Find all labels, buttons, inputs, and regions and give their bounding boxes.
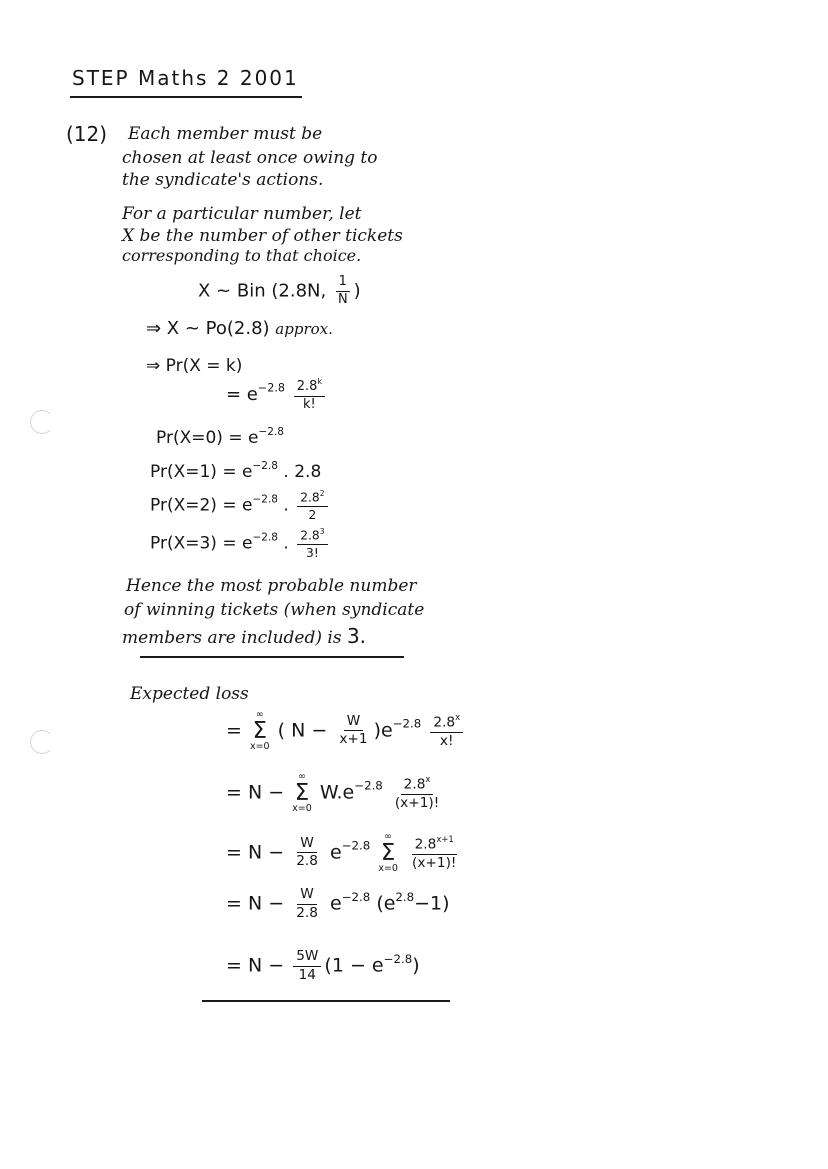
pmf-lhs: = e <box>226 383 258 405</box>
setup-line-1: For a particular number, let <box>122 204 362 224</box>
p1-exp: −2.8 <box>252 460 279 472</box>
expected-step-2 <box>226 772 445 814</box>
conclusion-answer: 3. <box>346 624 367 648</box>
p2-lhs: Pr(X=2) = e <box>150 495 253 516</box>
pmf-exp: −2.8 <box>257 381 285 395</box>
intro-line-3: the syndicate's actions. <box>122 170 324 190</box>
s3-e: e <box>329 841 342 864</box>
section-divider <box>140 656 404 658</box>
p0-lhs: Pr(X=0) = e <box>156 427 259 448</box>
sum-icon <box>378 832 398 874</box>
s4-paren-close: −1) <box>414 892 450 915</box>
s4-eq: = N − <box>226 892 285 915</box>
s3-eq: = N − <box>226 841 285 864</box>
s1-frac-den: x+1 <box>339 731 368 748</box>
s2-pnum-exp: x <box>425 774 431 785</box>
s5-frac-den: 14 <box>298 966 316 983</box>
s3-pnum <box>412 835 457 855</box>
p2-line <box>150 490 331 521</box>
binomial-arg1: 2.8N, <box>278 280 327 302</box>
s3-sum-bot: x=0 <box>378 863 398 875</box>
s5-frac-num: 5W <box>293 950 321 967</box>
s2-sum-symbol: Σ <box>294 779 310 806</box>
s2-sum-bot: x=0 <box>292 803 312 815</box>
title-underline <box>70 96 302 98</box>
s2-pden: (x+1)! <box>394 795 440 812</box>
setup-line-3: corresponding to that choice. <box>122 246 362 265</box>
expected-step-4 <box>226 888 450 920</box>
s1-close: ) <box>373 719 381 742</box>
sum-icon <box>292 772 312 814</box>
p3-num-exp: 3 <box>319 527 325 536</box>
s2-pfraction <box>392 775 442 811</box>
pmf-den: k! <box>303 396 316 412</box>
p3-num-base: 2.8 <box>300 528 320 543</box>
punch-hole-bottom <box>30 730 54 754</box>
p0-line <box>156 426 284 448</box>
binomial-line <box>198 276 361 307</box>
p2-num-exp: 2 <box>319 489 325 498</box>
pmf-line <box>226 378 328 412</box>
s1-frac-num: W <box>344 715 364 732</box>
s4-exp: −2.8 <box>341 889 371 904</box>
s1-e: e <box>381 719 393 742</box>
p1-lhs: Pr(X=1) = e <box>150 461 253 482</box>
p3-line <box>150 528 331 559</box>
conclusion-line-3 <box>122 624 366 648</box>
p2-den: 2 <box>308 507 317 522</box>
expected-step-5 <box>226 950 420 982</box>
s3-pden: (x+1)! <box>412 855 457 872</box>
p2-num-base: 2.8 <box>300 490 320 505</box>
s1-pnum-base: 2.8 <box>433 714 456 731</box>
s3-pnum-base: 2.8 <box>414 836 437 853</box>
conclusion-text: members are included) is <box>122 628 342 648</box>
pmf-fraction <box>294 378 325 412</box>
s3-pfraction <box>409 835 459 871</box>
s5-close: ) <box>412 954 420 977</box>
s4-frac-den: 2.8 <box>296 904 318 921</box>
s1-sum-top: ∞ <box>255 709 264 720</box>
p3-dot: . <box>283 533 289 554</box>
conclusion-line-1: Hence the most probable number <box>126 576 417 596</box>
expected-heading: Expected loss <box>130 684 249 704</box>
binomial-frac-den: N <box>337 291 348 307</box>
s4-e: e <box>329 892 342 915</box>
s2-exp: −2.8 <box>354 778 383 793</box>
final-divider <box>202 1000 450 1002</box>
s5-fraction <box>293 950 321 982</box>
s1-sum-bot: x=0 <box>249 741 270 753</box>
p2-exp: −2.8 <box>252 493 279 506</box>
s3-frac-num: W <box>297 837 317 854</box>
s5-open: (1 − e <box>324 954 384 977</box>
s3-pnum-exp: x+1 <box>436 834 454 845</box>
s3-sum-top: ∞ <box>384 831 393 842</box>
p3-fraction <box>297 528 327 559</box>
pmf-num-exp: k <box>317 377 322 386</box>
s1-pden: x! <box>439 733 454 750</box>
s1-pnum-exp: x <box>455 712 461 723</box>
intro-line-1: Each member must be <box>128 124 323 144</box>
p2-dot: . <box>283 495 289 516</box>
s3-sum-symbol: Σ <box>380 839 396 866</box>
poisson-note: approx. <box>275 320 333 338</box>
punch-hole-top <box>30 410 54 434</box>
p1-line <box>150 460 321 482</box>
s3-frac-den: 2.8 <box>296 853 318 870</box>
s2-eq: = N − <box>226 781 285 804</box>
binomial-lhs: X ~ Bin <box>198 280 266 302</box>
s1-pnum <box>430 713 463 733</box>
binomial-frac-num: 1 <box>336 276 350 292</box>
page-title: STEP Maths 2 2001 <box>72 66 299 90</box>
question-number: (12) <box>66 122 108 146</box>
p3-lhs: Pr(X=3) = e <box>150 533 253 554</box>
p3-num <box>297 528 327 545</box>
s1-sum-symbol: Σ <box>252 717 267 744</box>
s1-exp: −2.8 <box>392 716 422 731</box>
pmf-num <box>294 378 325 397</box>
p1-tail: . 2.8 <box>283 461 322 482</box>
s1-pfraction <box>430 713 463 749</box>
binomial-open-paren: ( <box>271 280 279 302</box>
sum-icon <box>250 710 270 752</box>
s1-eq: = <box>226 719 242 742</box>
pr-k-line: ⇒ Pr(X = k) <box>146 356 243 376</box>
s1-fraction <box>336 712 370 748</box>
s2-pnum-base: 2.8 <box>403 776 426 793</box>
binomial-close-paren: ) <box>353 280 361 302</box>
p3-exp: −2.8 <box>252 531 279 544</box>
s3-exp: −2.8 <box>341 838 371 853</box>
p2-num <box>297 490 327 507</box>
s4-frac-num: W <box>297 888 317 905</box>
setup-line-2: X be the number of other tickets <box>122 226 403 246</box>
s5-eq: = N − <box>226 954 285 977</box>
poisson-line <box>146 318 333 339</box>
s4-paren-open: (e <box>376 892 396 915</box>
pmf-num-base: 2.8 <box>296 379 318 395</box>
intro-line-2: chosen at least once owing to <box>122 148 378 168</box>
s4-inner-exp: 2.8 <box>395 889 415 904</box>
s2-mid: W.e <box>319 781 355 804</box>
p0-exp: −2.8 <box>258 426 285 438</box>
conclusion-line-2: of winning tickets (when syndicate <box>124 600 425 620</box>
poisson-lhs: ⇒ X ~ Po(2.8) <box>146 318 270 339</box>
expected-step-1 <box>226 710 466 752</box>
s5-exp: −2.8 <box>383 951 413 966</box>
s2-pnum <box>401 775 434 795</box>
p3-den: 3! <box>306 545 319 560</box>
binomial-fraction <box>335 276 351 307</box>
s3-fraction <box>293 834 321 870</box>
s1-open: ( N − <box>277 719 328 742</box>
expected-step-3 <box>226 832 462 874</box>
p2-fraction <box>297 490 327 521</box>
s2-sum-top: ∞ <box>298 771 306 782</box>
s4-fraction <box>293 888 321 920</box>
